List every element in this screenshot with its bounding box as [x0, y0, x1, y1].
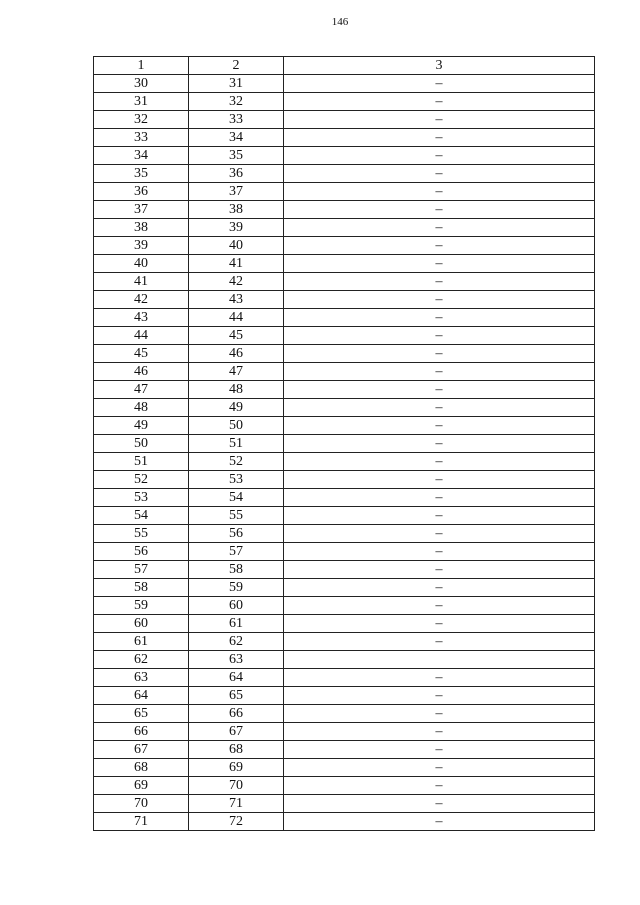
table-cell-col-2: 68	[189, 741, 284, 759]
table-cell-col-1: 30	[94, 75, 189, 93]
table-cell-col-2: 45	[189, 327, 284, 345]
table-cell-col-3: –	[284, 237, 595, 255]
table-row	[94, 291, 595, 309]
table-cell-col-1: 33	[94, 129, 189, 147]
table-cell-col-2: 49	[189, 399, 284, 417]
table-cell-col-1: 37	[94, 201, 189, 219]
table-cell-col-3: –	[284, 129, 595, 147]
table-cell-col-2: 62	[189, 633, 284, 651]
table-row	[94, 813, 595, 831]
table-cell-col-3	[284, 651, 595, 669]
table-cell-col-3: –	[284, 795, 595, 813]
table-cell-col-3: –	[284, 579, 595, 597]
table-cell-col-1: 34	[94, 147, 189, 165]
table-cell-col-3: –	[284, 147, 595, 165]
table-cell-col-2: 63	[189, 651, 284, 669]
table-cell-col-3: –	[284, 489, 595, 507]
table-cell-col-2: 52	[189, 453, 284, 471]
table-cell-col-3: –	[284, 363, 595, 381]
table-row	[94, 273, 595, 291]
table-cell-col-2: 69	[189, 759, 284, 777]
table-cell-col-3: –	[284, 93, 595, 111]
table-cell-col-2: 40	[189, 237, 284, 255]
table-cell-col-1: 45	[94, 345, 189, 363]
table-row	[94, 615, 595, 633]
table-row	[94, 741, 595, 759]
table-row	[94, 111, 595, 129]
table-cell-col-1: 40	[94, 255, 189, 273]
table-row	[94, 471, 595, 489]
table-cell-col-2: 71	[189, 795, 284, 813]
table-row	[94, 507, 595, 525]
column-header-2: 2	[189, 57, 284, 75]
table-row	[94, 759, 595, 777]
table-cell-col-1: 35	[94, 165, 189, 183]
table-row	[94, 201, 595, 219]
table-cell-col-3: –	[284, 471, 595, 489]
table-cell-col-1: 51	[94, 453, 189, 471]
table-row	[94, 525, 595, 543]
table-row	[94, 777, 595, 795]
table-cell-col-2: 35	[189, 147, 284, 165]
table-row	[94, 651, 595, 669]
table-cell-col-1: 66	[94, 723, 189, 741]
table-cell-col-2: 38	[189, 201, 284, 219]
table-cell-col-1: 67	[94, 741, 189, 759]
table-cell-col-1: 49	[94, 417, 189, 435]
table-cell-col-3: –	[284, 255, 595, 273]
table-cell-col-2: 54	[189, 489, 284, 507]
table-row	[94, 93, 595, 111]
table-cell-col-3: –	[284, 183, 595, 201]
table-cell-col-2: 64	[189, 669, 284, 687]
table-cell-col-1: 55	[94, 525, 189, 543]
table-cell-col-2: 60	[189, 597, 284, 615]
table-cell-col-2: 70	[189, 777, 284, 795]
table-row	[94, 597, 595, 615]
table-cell-col-1: 53	[94, 489, 189, 507]
table-cell-col-3: –	[284, 507, 595, 525]
table-cell-col-2: 72	[189, 813, 284, 831]
table-cell-col-1: 39	[94, 237, 189, 255]
table-cell-col-1: 54	[94, 507, 189, 525]
table-cell-col-3: –	[284, 327, 595, 345]
table-cell-col-3: –	[284, 741, 595, 759]
table-cell-col-3: –	[284, 417, 595, 435]
table-row	[94, 363, 595, 381]
table-cell-col-2: 39	[189, 219, 284, 237]
table-cell-col-3: –	[284, 201, 595, 219]
table-cell-col-3: –	[284, 345, 595, 363]
table-row	[94, 309, 595, 327]
table-cell-col-3: –	[284, 309, 595, 327]
table-cell-col-2: 32	[189, 93, 284, 111]
table-cell-col-2: 34	[189, 129, 284, 147]
table-cell-col-2: 43	[189, 291, 284, 309]
table-cell-col-2: 65	[189, 687, 284, 705]
table-cell-col-2: 50	[189, 417, 284, 435]
table-row	[94, 579, 595, 597]
table-cell-col-1: 47	[94, 381, 189, 399]
table-header-row	[94, 57, 595, 75]
table-row	[94, 705, 595, 723]
table-cell-col-1: 52	[94, 471, 189, 489]
table-cell-col-1: 46	[94, 363, 189, 381]
table-cell-col-3: –	[284, 723, 595, 741]
table-cell-col-2: 46	[189, 345, 284, 363]
table-cell-col-1: 36	[94, 183, 189, 201]
table-cell-col-2: 53	[189, 471, 284, 489]
table-cell-col-2: 58	[189, 561, 284, 579]
table-cell-col-1: 31	[94, 93, 189, 111]
table-row	[94, 327, 595, 345]
table-cell-col-1: 69	[94, 777, 189, 795]
table-cell-col-1: 65	[94, 705, 189, 723]
table-cell-col-1: 56	[94, 543, 189, 561]
table-cell-col-2: 66	[189, 705, 284, 723]
table-cell-col-3: –	[284, 543, 595, 561]
table-body	[94, 75, 595, 831]
table-cell-col-3: –	[284, 615, 595, 633]
table-cell-col-3: –	[284, 777, 595, 795]
table-cell-col-1: 71	[94, 813, 189, 831]
table-cell-col-2: 51	[189, 435, 284, 453]
table-cell-col-3: –	[284, 759, 595, 777]
table-cell-col-3: –	[284, 453, 595, 471]
table-cell-col-1: 38	[94, 219, 189, 237]
table-row	[94, 687, 595, 705]
table-row	[94, 489, 595, 507]
table-cell-col-2: 37	[189, 183, 284, 201]
table-cell-col-1: 63	[94, 669, 189, 687]
table-cell-col-3: –	[284, 273, 595, 291]
table-cell-col-1: 44	[94, 327, 189, 345]
table-cell-col-1: 43	[94, 309, 189, 327]
table-cell-col-1: 59	[94, 597, 189, 615]
table-cell-col-3: –	[284, 561, 595, 579]
column-header-3: 3	[284, 57, 595, 75]
table-row	[94, 165, 595, 183]
table-row	[94, 345, 595, 363]
table-cell-col-3: –	[284, 633, 595, 651]
table-cell-col-1: 64	[94, 687, 189, 705]
table-row	[94, 183, 595, 201]
table-cell-col-3: –	[284, 165, 595, 183]
table-cell-col-2: 56	[189, 525, 284, 543]
table-row	[94, 723, 595, 741]
table-cell-col-2: 31	[189, 75, 284, 93]
page-number: 146	[331, 16, 349, 28]
table-cell-col-1: 60	[94, 615, 189, 633]
column-header-1: 1	[94, 57, 189, 75]
table-cell-col-1: 57	[94, 561, 189, 579]
table-cell-col-3: –	[284, 525, 595, 543]
table-row	[94, 255, 595, 273]
table-row	[94, 219, 595, 237]
table-cell-col-3: –	[284, 435, 595, 453]
table-cell-col-2: 48	[189, 381, 284, 399]
table-row	[94, 435, 595, 453]
data-table	[93, 56, 595, 831]
table-cell-col-2: 47	[189, 363, 284, 381]
table-cell-col-3: –	[284, 669, 595, 687]
table-cell-col-1: 58	[94, 579, 189, 597]
table-cell-col-3: –	[284, 813, 595, 831]
table-cell-col-3: –	[284, 705, 595, 723]
table-cell-col-3: –	[284, 291, 595, 309]
table-cell-col-2: 33	[189, 111, 284, 129]
table-row	[94, 75, 595, 93]
table-cell-col-2: 42	[189, 273, 284, 291]
table-cell-col-2: 67	[189, 723, 284, 741]
table-cell-col-2: 61	[189, 615, 284, 633]
table-row	[94, 795, 595, 813]
table-cell-col-1: 48	[94, 399, 189, 417]
table-row	[94, 417, 595, 435]
table-cell-col-1: 61	[94, 633, 189, 651]
table-row	[94, 381, 595, 399]
table-cell-col-3: –	[284, 399, 595, 417]
table-row	[94, 399, 595, 417]
table-cell-col-3: –	[284, 597, 595, 615]
table-cell-col-3: –	[284, 111, 595, 129]
table-cell-col-2: 41	[189, 255, 284, 273]
table-cell-col-3: –	[284, 687, 595, 705]
table-cell-col-2: 44	[189, 309, 284, 327]
table-cell-col-2: 59	[189, 579, 284, 597]
table-cell-col-2: 36	[189, 165, 284, 183]
table-cell-col-1: 32	[94, 111, 189, 129]
table-cell-col-2: 55	[189, 507, 284, 525]
table-cell-col-3: –	[284, 75, 595, 93]
table-cell-col-3: –	[284, 381, 595, 399]
table-cell-col-1: 50	[94, 435, 189, 453]
table-row	[94, 147, 595, 165]
table-cell-col-1: 41	[94, 273, 189, 291]
table-row	[94, 129, 595, 147]
table-cell-col-3: –	[284, 219, 595, 237]
table-cell-col-1: 42	[94, 291, 189, 309]
table-row	[94, 543, 595, 561]
table-cell-col-1: 68	[94, 759, 189, 777]
table-cell-col-2: 57	[189, 543, 284, 561]
table-row	[94, 237, 595, 255]
table-row	[94, 561, 595, 579]
table-cell-col-1: 62	[94, 651, 189, 669]
table-row	[94, 669, 595, 687]
table-row	[94, 633, 595, 651]
table-row	[94, 453, 595, 471]
table-cell-col-1: 70	[94, 795, 189, 813]
